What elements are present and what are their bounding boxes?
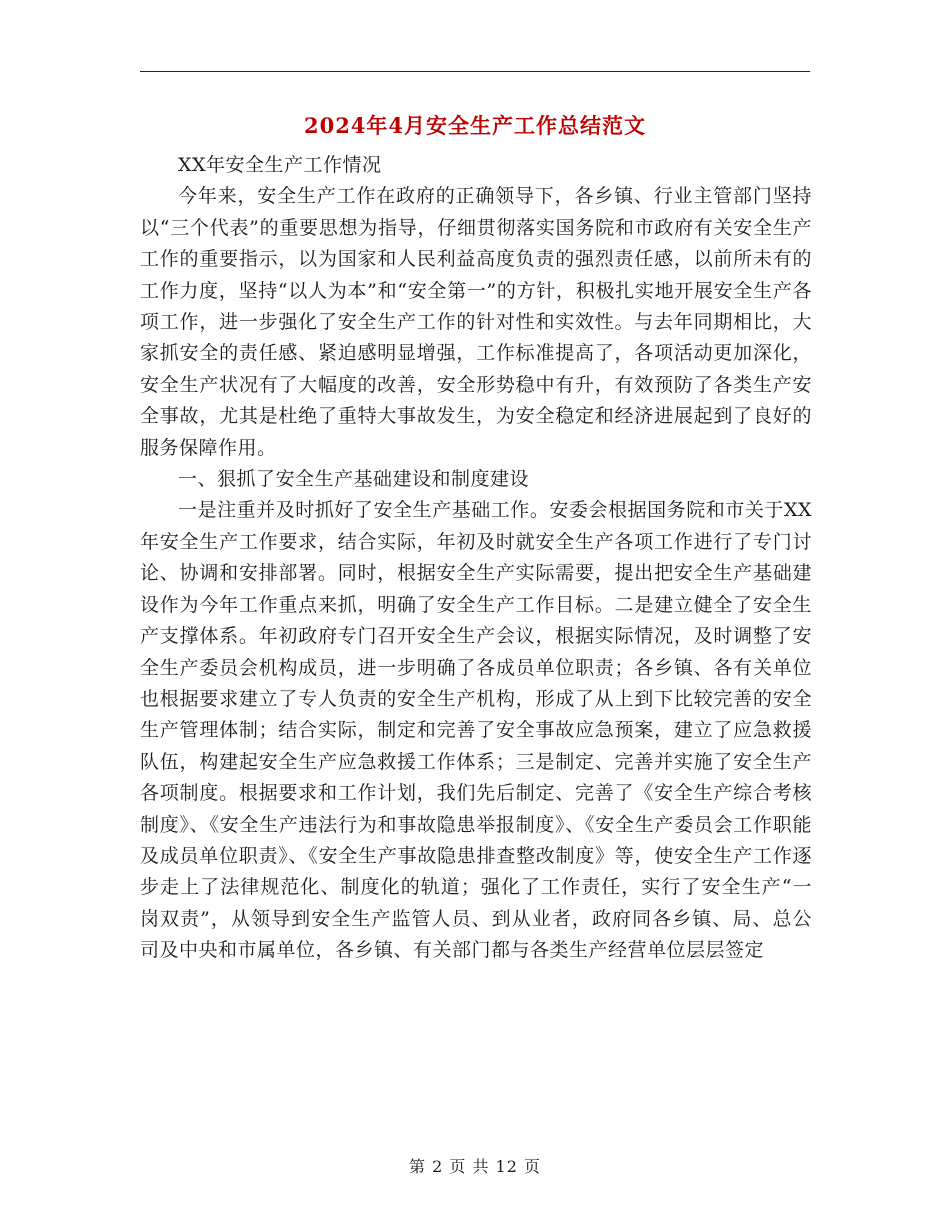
document-title: 2024年4月安全生产工作总结范文 (303, 113, 647, 138)
section-heading: XX年安全生产工作情况 (178, 154, 382, 176)
page-footer: 第 2 页 共 12 页 (409, 1157, 541, 1176)
section-heading: 一、狠抓了安全生产基础建设和制度建设 (178, 468, 530, 491)
body-paragraph: 今年来，安全生产工作在政府的正确领导下，各乡镇、行业主管部门坚持以“三个代表”的重要思想为指导，仔细贯彻落实国务院和市政府有关安全生产工作的重要指示，以为国家和人民利益高度负责的强烈责任感，以前所未有的工作力度，坚持“以人为本”和“安全第一”的方针，积极扎实地开展安全生产各项工作，进一步强化了安全生产工作的针对性和实效性。与去年同期相比，大家抓安全的责任感、紧迫感明显增强，工作标准提高了，各项活动更加深化，安全生产状况有了大幅度的改善，安全形势稳中有升，有效预防了各类生产安全事故，尤其是杜绝了重特大事故发生，为安全稳定和经济进展起到了良好的服务保障作用。 (140, 185, 812, 459)
body-paragraph: 一是注重并及时抓好了安全生产基础工作。安委会根据国务院和市关于XX年安全生产工作要求，结合实际，年初及时就安全生产各项工作进行了专门讨论、协调和安排部署。同时，根据安全生产实际需要，提出把安全生产基础建设作为今年工作重点来抓，明确了安全生产工作目标。二是建立健全了安全生产支撑体系。年初政府专门召开安全生产会议，根据实际情况，及时调整了安全生产委员会机构成员，进一步明确了各成员单位职责；各乡镇、各有关单位也根据要求建立了专人负责的安全生产机构，形成了从上到下比较完善的安全生产管理体制；结合实际，制定和完善了安全事故应急预案，建立了应急救援队伍，构建起安全生产应急救援工作体系；三是制定、完善并实施了安全生产各项制度。根据要求和工作计划，我们先后制定、完善了《安全生产综合考核制度》、《安全生产违法行为和事故隐患举报制度》、《安全生产委员会工作职能及成员单位职责》、《安全生产事故隐患排查整改制度》等，使安全生产工作逐步走上了法律规范化、制度化的轨道；强化了工作责任，实行了安全生产“一岗双责”，从领导到安全生产监管人员、到从业者，政府同各乡镇、局、总公司及中央和市属单位，各乡镇、有关部门都与各类生产经营单位层层签定 (140, 499, 812, 962)
header-rule (140, 71, 810, 72)
document-body (140, 150, 812, 967)
